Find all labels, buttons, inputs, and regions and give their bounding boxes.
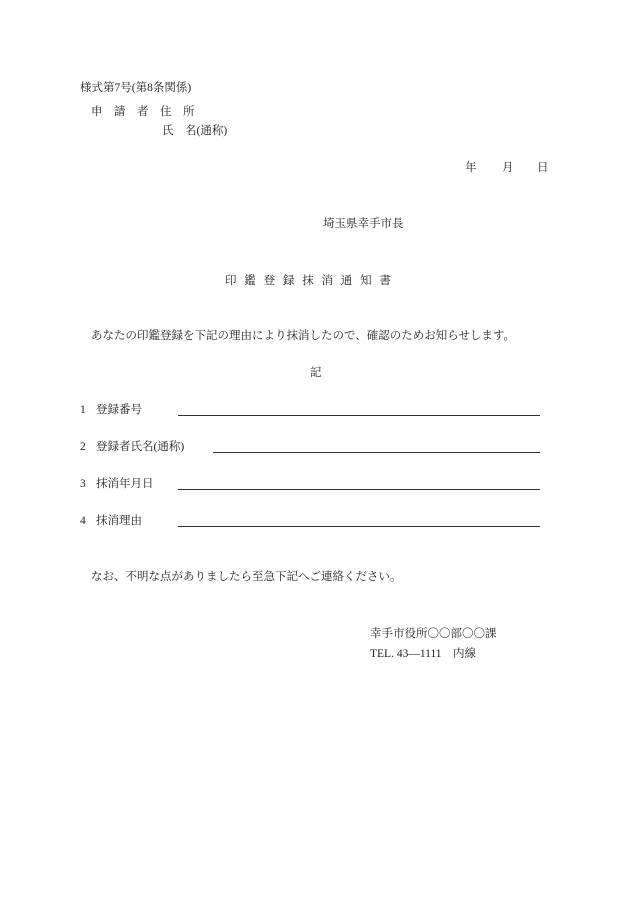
applicant-address-label: 申 請 者 住 所 bbox=[91, 106, 195, 118]
item-label: 抹消年月日 bbox=[96, 478, 154, 490]
form-number: 様式第7号(第8条関係) bbox=[80, 82, 192, 94]
document-title: 印鑑登録抹消通知書 bbox=[225, 275, 399, 287]
cancellation-reason-blank-line bbox=[178, 526, 540, 527]
cancellation-date-blank-line bbox=[178, 489, 540, 490]
item-number: 1 bbox=[80, 404, 86, 416]
contact-note: なお、不明な点がありましたら至急下記へご連絡ください。 bbox=[91, 571, 402, 583]
item-label: 登録者氏名(通称) bbox=[96, 441, 185, 453]
contact-tel: TEL. 43—1111 内線 bbox=[370, 648, 477, 660]
item-number: 4 bbox=[80, 515, 86, 527]
item-number: 2 bbox=[80, 441, 86, 453]
item-row bbox=[0, 403, 630, 419]
applicant-name-label: 氏 名(通称) bbox=[162, 125, 228, 137]
addressee: 埼玉県幸手市長 bbox=[323, 218, 404, 230]
date-day-label: 日 bbox=[537, 162, 549, 174]
item-row bbox=[0, 477, 630, 493]
item-label: 抹消理由 bbox=[96, 515, 142, 527]
item-number: 3 bbox=[80, 478, 86, 490]
registration-number-blank-line bbox=[178, 415, 540, 416]
item-row bbox=[0, 514, 630, 530]
registrant-name-blank-line bbox=[213, 452, 540, 453]
item-label: 登録番号 bbox=[96, 404, 142, 416]
item-row bbox=[0, 440, 630, 456]
body-text: あなたの印鑑登録を下記の理由により抹消したので、確認のためお知らせします。 bbox=[91, 330, 516, 342]
date-year-label: 年 bbox=[465, 162, 477, 174]
date-month-label: 月 bbox=[502, 162, 514, 174]
ki-heading: 記 bbox=[310, 367, 322, 379]
contact-office: 幸手市役所〇〇部〇〇課 bbox=[370, 628, 497, 640]
